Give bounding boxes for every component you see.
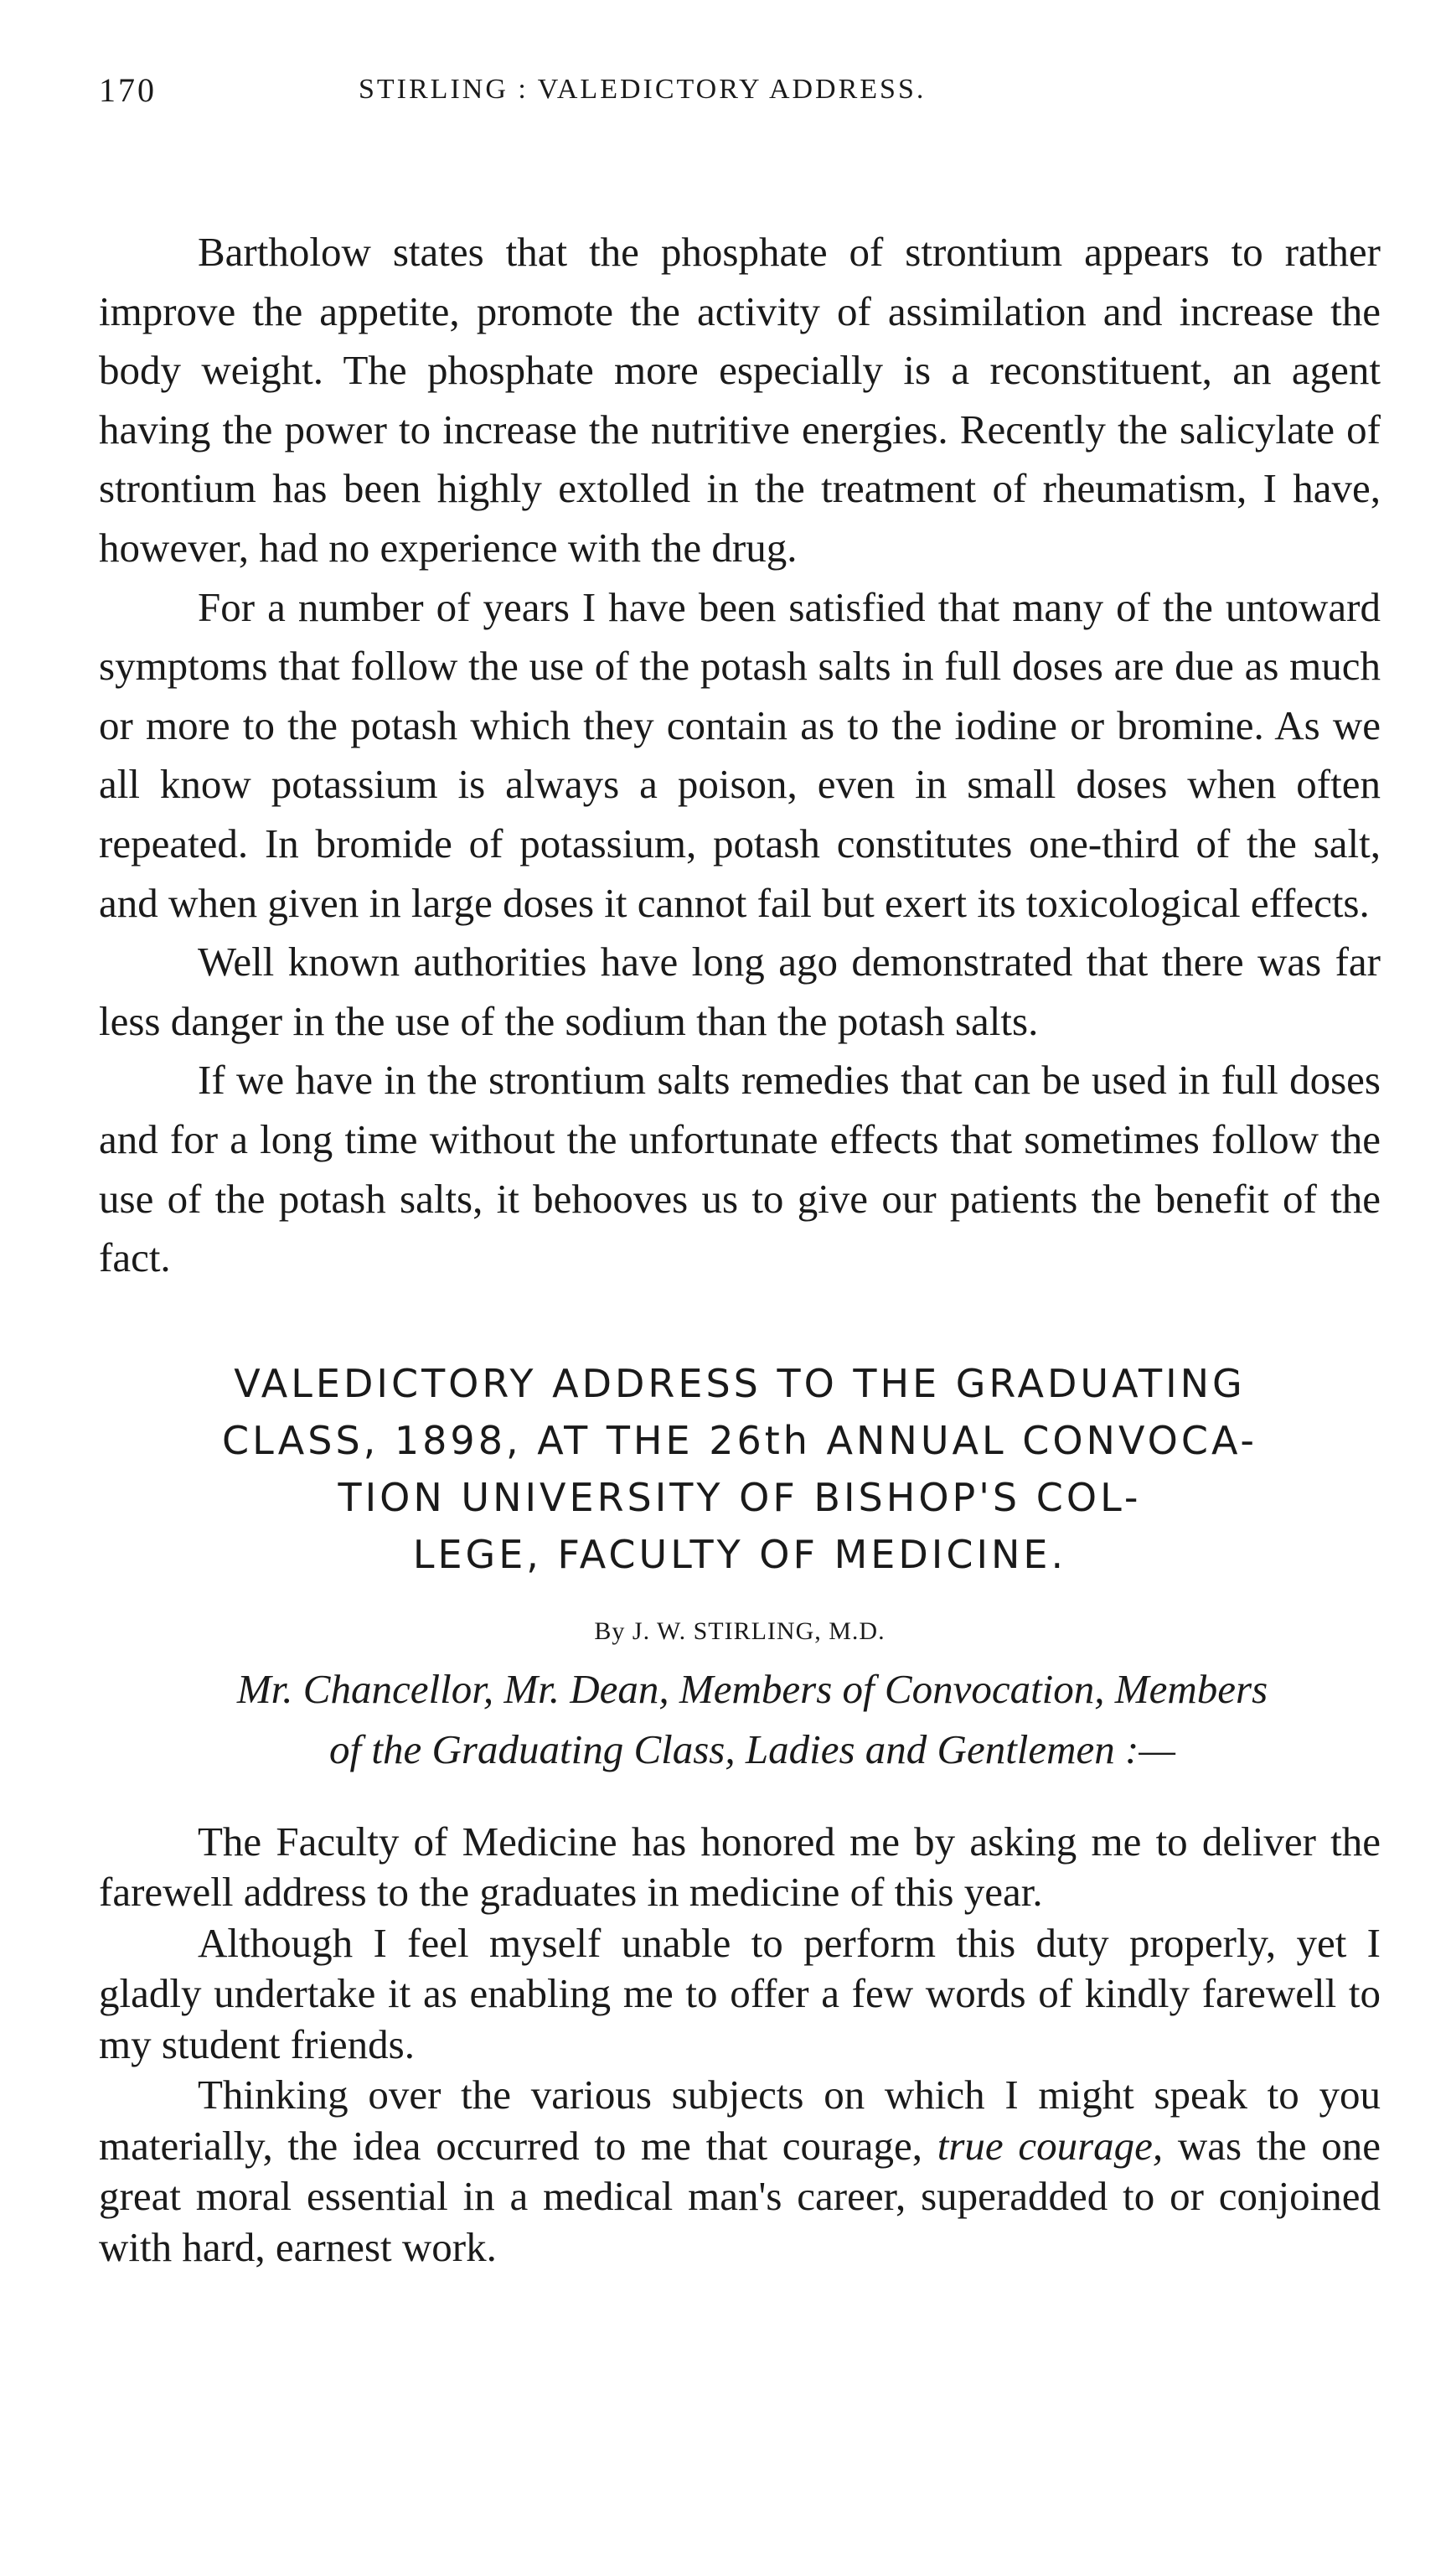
- running-title: STIRLING : VALEDICTORY ADDRESS.: [359, 74, 927, 105]
- paragraph: [99, 2070, 1381, 2273]
- article-title-line: TION UNIVERSITY OF BISHOP'S COL-: [338, 1474, 1142, 1520]
- address-body: [99, 1817, 1381, 2273]
- author-byline: By J. W. STIRLING, M.D.: [594, 1616, 886, 1645]
- salutation-line: Mr. Chancellor, Mr. Dean, Members of Convocation, Members: [236, 1665, 1268, 1712]
- paragraph: The Faculty of Medicine has honored me by asking me to deliver the farewell address to the graduates in medicine of this year.: [99, 1818, 1381, 1915]
- paragraph-text: was the one great moral essential in a medical man's career, superadded to or conjoined with hard, earnest work.: [99, 2122, 1381, 2270]
- paragraph: Well known authorities have long ago demonstrated that there was far less danger in the use of the sodium than the potash salts.: [99, 939, 1381, 1044]
- paragraph: Bartholow states that the phosphate of strontium appears to rather improve the appetite, promote the activity of assimilation and increase the body weight. The phosphate more especially is a reconstituent, an agent having the power to increase the nutritive energies. Recently the salicylate of strontium has been highly extolled in the treatment of rheumatism, I have, however, had no experience with the drug.: [99, 229, 1381, 571]
- paragraph-text: Thinking over the various subjects on which I might speak to you materially, the idea occurred to me that courage,: [99, 2072, 1381, 2169]
- article-title-line: VALEDICTORY ADDRESS TO THE GRADUATING: [234, 1360, 1246, 1406]
- running-header: [99, 70, 1381, 121]
- paragraph: If we have in the strontium salts remedies that can be used in full doses and for a long time without the unfortunate effects that sometimes follow the use of the potash salts, it behooves us to give our patients the benefit of the fact.: [99, 1057, 1381, 1281]
- salutation: [99, 1659, 1381, 1780]
- page-number: 170: [99, 71, 157, 109]
- salutation-line: of the Graduating Class, Ladies and Gentlemen :—: [329, 1725, 1175, 1772]
- article-title-line: CLASS, 1898, AT THE 26th ANNUAL CONVOCA-: [221, 1417, 1257, 1463]
- paragraph: For a number of years I have been satisfied that many of the untoward symptoms that follow the use of the potash salts in full doses are due as much or more to the potash which they contain as to the iodine or bromine. As we all know potassium is always a poison, even in small doses when often repeated. In bromide of potassium, potash constitutes one-third of the salt, and when given in large doses it cannot fail but exert its toxicological effects.: [99, 583, 1381, 926]
- article-title-line: LEGE, FACULTY OF MEDICINE.: [412, 1531, 1067, 1577]
- previous-article-body: [99, 223, 1381, 1288]
- document-page: [99, 70, 1381, 2273]
- emphasized-phrase: true courage,: [937, 2122, 1164, 2169]
- article-title: [99, 1355, 1381, 1583]
- paragraph: Although I feel myself unable to perform this duty properly, yet I gladly undertake it as enabling me to offer a few words of kindly farewell to my student friends.: [99, 1919, 1381, 2067]
